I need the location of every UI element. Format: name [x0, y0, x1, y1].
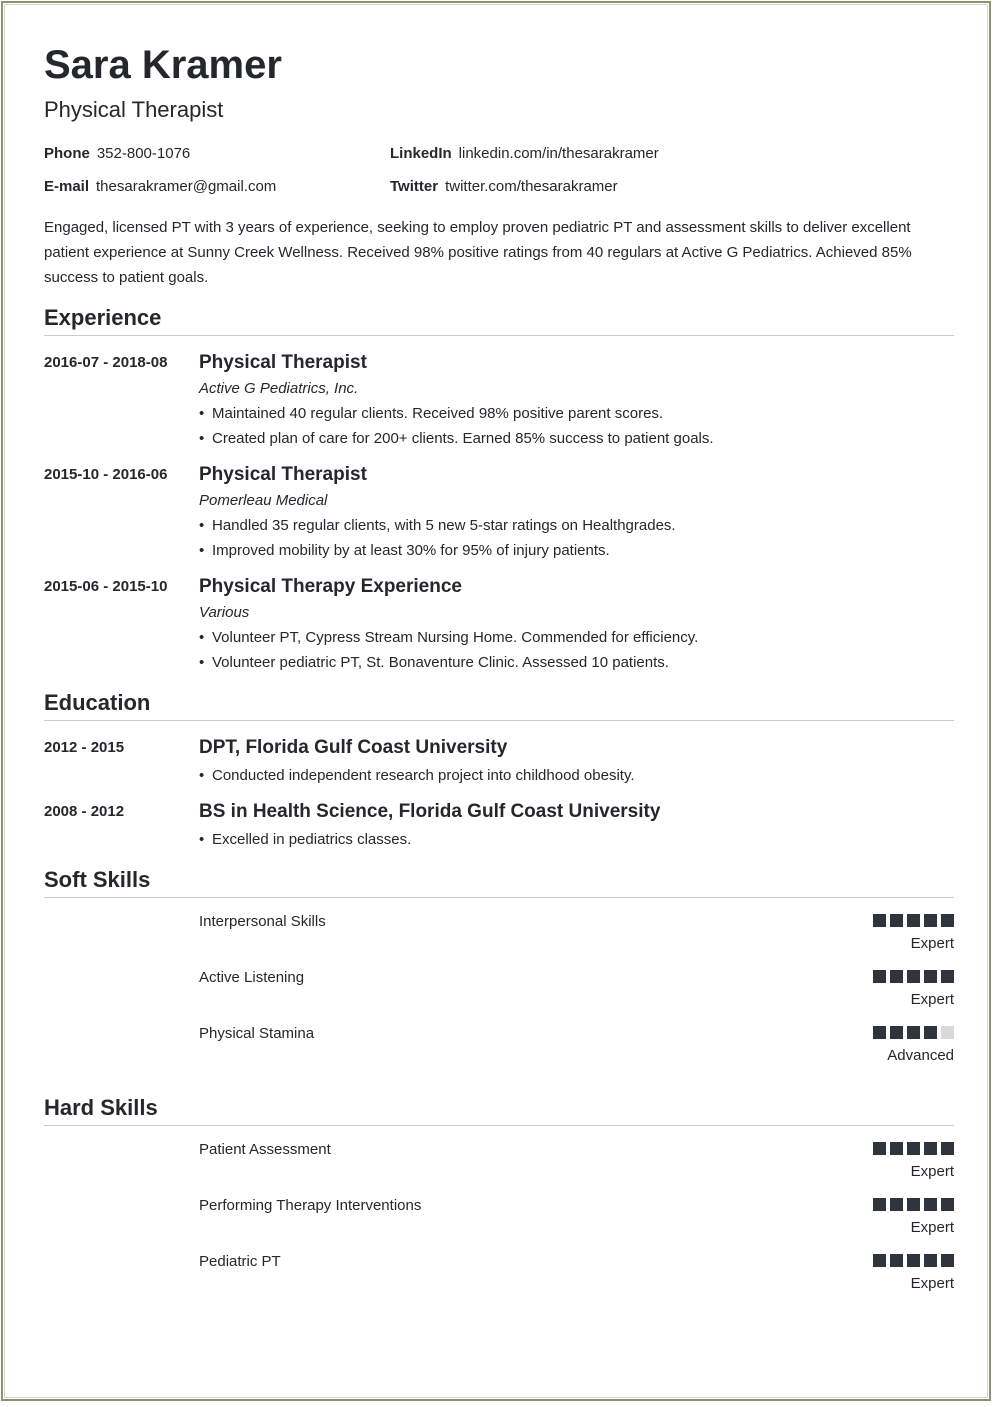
- rating-square-filled: [941, 1254, 954, 1267]
- entry-bullet: • Maintained 40 regular clients. Received 98% positive parent scores.: [199, 401, 954, 426]
- experience-heading: Experience: [44, 304, 954, 336]
- entry-date: 2015-06 - 2015-10: [44, 578, 168, 595]
- rating-square-filled: [873, 914, 886, 927]
- experience-section: [44, 304, 954, 675]
- hard-skills-list: [44, 1140, 954, 1308]
- entry-degree: DPT, Florida Gulf Coast University: [199, 737, 508, 758]
- experience-entry: [44, 574, 954, 675]
- rating-square-filled: [941, 914, 954, 927]
- rating-square-filled: [873, 1026, 886, 1039]
- experience-entry: [44, 462, 954, 563]
- skill-name: Pediatric PT: [199, 1253, 281, 1270]
- rating-square-filled: [907, 1198, 920, 1211]
- skill-rating: [873, 1026, 954, 1039]
- skill-item: [44, 1140, 954, 1196]
- entry-bullet: • Improved mobility by at least 30% for 95% of injury patients.: [199, 538, 954, 563]
- rating-square-filled: [907, 1142, 920, 1155]
- education-heading: Education: [44, 689, 954, 721]
- rating-square-filled: [941, 1142, 954, 1155]
- skill-level: Expert: [910, 1275, 954, 1292]
- skill-level: Expert: [910, 935, 954, 952]
- rating-square-filled: [890, 1026, 903, 1039]
- entry-bullet: • Created plan of care for 200+ clients. Earned 85% success to patient goals.: [199, 426, 954, 451]
- entry-date: 2012 - 2015: [44, 739, 125, 756]
- rating-square-filled: [941, 970, 954, 983]
- rating-square-filled: [924, 970, 937, 983]
- skill-name: Patient Assessment: [199, 1141, 331, 1158]
- rating-square-filled: [924, 1198, 937, 1211]
- rating-square-filled: [890, 1198, 903, 1211]
- skill-rating: [873, 1142, 954, 1155]
- education-section: [44, 689, 954, 852]
- skill-level: Expert: [910, 991, 954, 1008]
- rating-square-filled: [907, 1026, 920, 1039]
- contact-phone-label: Phone: [44, 145, 90, 162]
- skill-name: Interpersonal Skills: [199, 913, 326, 930]
- skill-item: [44, 912, 954, 968]
- skill-level: Expert: [910, 1219, 954, 1236]
- resume-page: [1, 1, 991, 1401]
- candidate-name: Sara Kramer: [44, 43, 282, 87]
- resume-content: [44, 41, 954, 1308]
- job-title: Physical Therapist: [44, 97, 224, 122]
- education-entry: [44, 799, 954, 852]
- contact-email-value: thesarakramer@gmail.com: [96, 178, 277, 195]
- entry-bullet: • Handled 35 regular clients, with 5 new 5-star ratings on Healthgrades.: [199, 513, 954, 538]
- skill-rating: [873, 970, 954, 983]
- entry-bullet: • Excelled in pediatrics classes.: [199, 827, 954, 852]
- contact-linkedin-label: LinkedIn: [390, 145, 452, 162]
- contact-phone-value: 352-800-1076: [96, 145, 191, 162]
- entry-bullet: • Volunteer PT, Cypress Stream Nursing Home. Commended for efficiency.: [199, 625, 954, 650]
- rating-square-filled: [924, 1142, 937, 1155]
- entry-bullet: • Volunteer pediatric PT, St. Bonaventure Clinic. Assessed 10 patients.: [199, 650, 954, 675]
- entry-date: 2015-10 - 2016-06: [44, 466, 168, 483]
- rating-square-filled: [890, 970, 903, 983]
- rating-square-filled: [924, 1254, 937, 1267]
- hard-skills-section: [44, 1094, 954, 1308]
- entry-role: Physical Therapy Experience: [199, 576, 462, 597]
- skill-name: Physical Stamina: [199, 1025, 315, 1042]
- profile-summary: Engaged, licensed PT with 3 years of experience, seeking to employ proven pediatric PT and assessment skills to deliver excellent patient experience at Sunny Creek Wellness. Received 98% positive ratings from 40 regulars at Active G Pediatrics. Achieved 85% success to patient goals.: [44, 219, 912, 286]
- skill-rating: [873, 914, 954, 927]
- rating-square-filled: [873, 1142, 886, 1155]
- rating-square-filled: [873, 970, 886, 983]
- contact-email: [44, 177, 276, 197]
- soft-skills-list: [44, 912, 954, 1080]
- skill-rating: [873, 1198, 954, 1211]
- soft-skills-section: [44, 866, 954, 1080]
- skill-item: [44, 1024, 954, 1080]
- skill-name: Active Listening: [199, 969, 305, 986]
- contact-linkedin: [390, 144, 659, 164]
- rating-square-filled: [924, 1026, 937, 1039]
- rating-square-filled: [907, 1254, 920, 1267]
- skill-item: [44, 1252, 954, 1308]
- rating-square-filled: [941, 1198, 954, 1211]
- skill-item: [44, 968, 954, 1024]
- contact-twitter-label: Twitter: [390, 178, 439, 195]
- contact-twitter: [390, 177, 618, 197]
- skill-name: Performing Therapy Interventions: [199, 1197, 422, 1214]
- rating-square-filled: [890, 914, 903, 927]
- rating-square-filled: [924, 914, 937, 927]
- soft-skills-heading: Soft Skills: [44, 866, 954, 898]
- rating-square-filled: [873, 1198, 886, 1211]
- entry-role: Physical Therapist: [199, 464, 367, 485]
- rating-square-empty: [941, 1026, 954, 1039]
- contact-email-label: E-mail: [44, 178, 90, 195]
- education-entry: [44, 735, 954, 788]
- skill-level: Expert: [910, 1163, 954, 1180]
- contact-twitter-value: twitter.com/thesarakramer: [445, 178, 618, 195]
- entry-organization: Pomerleau Medical: [199, 492, 328, 509]
- entry-organization: Active G Pediatrics, Inc.: [199, 380, 359, 397]
- entry-bullet: • Conducted independent research project into childhood obesity.: [199, 763, 954, 788]
- entry-degree: BS in Health Science, Florida Gulf Coast University: [199, 801, 661, 822]
- rating-square-filled: [907, 914, 920, 927]
- rating-square-filled: [890, 1254, 903, 1267]
- rating-square-filled: [890, 1142, 903, 1155]
- contact-linkedin-value: linkedin.com/in/thesarakramer: [458, 145, 659, 162]
- entry-date: 2008 - 2012: [44, 803, 125, 820]
- contact-phone: [44, 144, 190, 164]
- skill-level: Advanced: [887, 1047, 954, 1064]
- experience-entry: [44, 350, 954, 451]
- entry-date: 2016-07 - 2018-08: [44, 354, 168, 371]
- rating-square-filled: [873, 1254, 886, 1267]
- hard-skills-heading: Hard Skills: [44, 1094, 954, 1126]
- skill-rating: [873, 1254, 954, 1267]
- entry-organization: Various: [199, 604, 250, 621]
- skill-item: [44, 1196, 954, 1252]
- rating-square-filled: [907, 970, 920, 983]
- contact-info: [44, 137, 954, 203]
- entry-role: Physical Therapist: [199, 352, 367, 373]
